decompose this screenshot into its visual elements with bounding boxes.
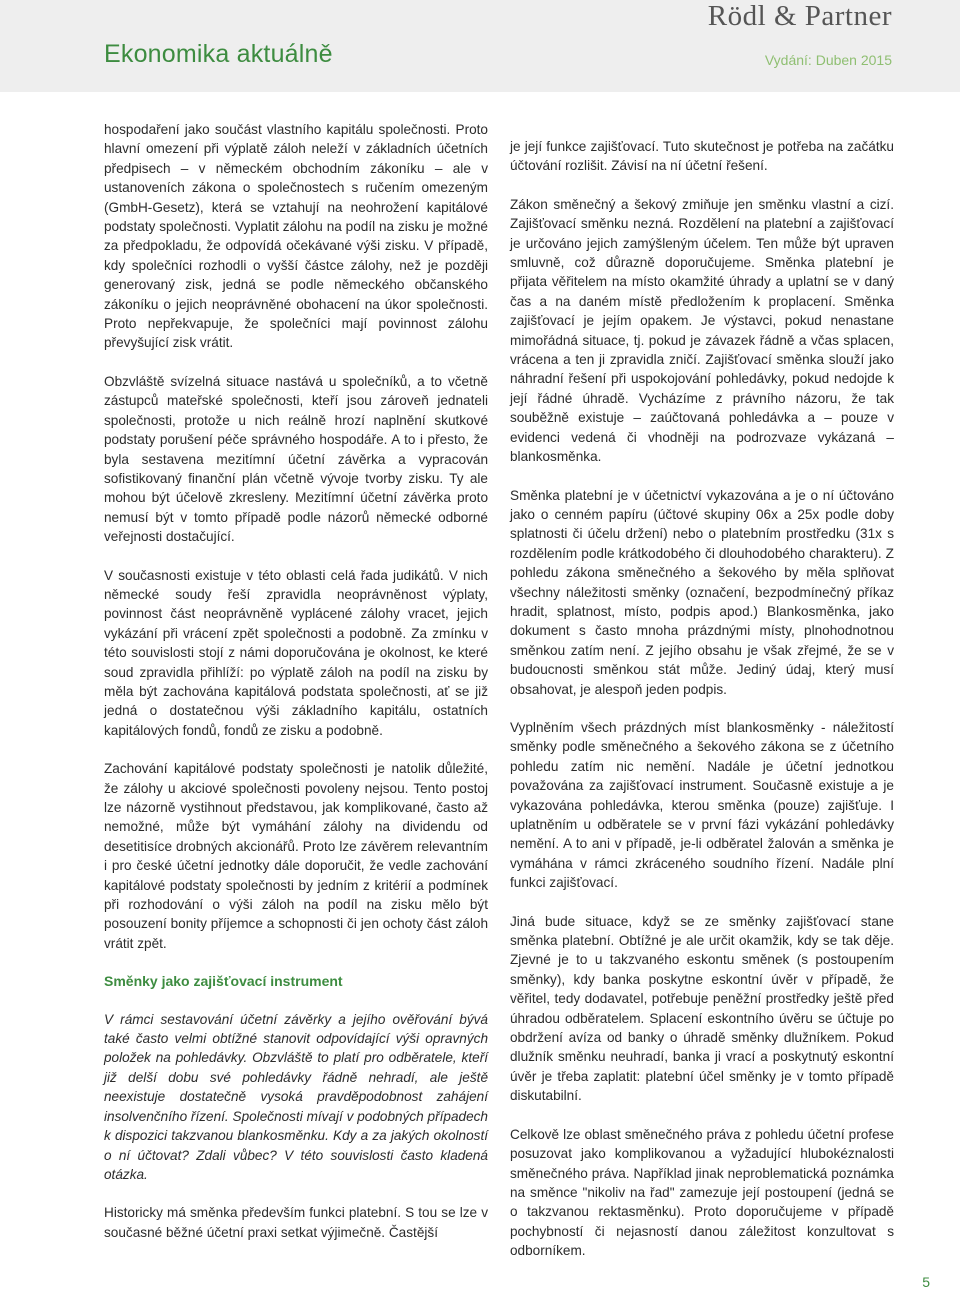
paragraph: Obzvláště svízelná situace nastává u společníků, a to včetně zástupců mateřské společnosti, kteří jsou zároveň jednateli společnosti, protože u nich reálně hrozí naplnění skutkové podstaty porušení péče správného hospodáře. A to i přesto, že byla sestavena mezitímní účetní závěrka a vypracován sofistikovaný finanční plán včetně vývoje tvorby zisku. Ty ale mohou být účelově zkresleny. Mezitímní účetní závěrka proto nemusí být v tomto případě podle názorů německé odborné veřejnosti dostačující. (104, 373, 488, 545)
issue-date: Vydání: Duben 2015 (764, 52, 892, 68)
page-number: 5 (922, 1274, 930, 1290)
publication-title: Ekonomika aktuálně (104, 40, 333, 68)
paragraph: je její funkce zajišťovací. Tuto skutečnost je potřeba na začátku účtování rozlišit. Závisí na ní účetní řešení. (510, 139, 894, 174)
left-column (104, 120, 488, 1261)
paragraph: hospodaření jako součást vlastního kapitálu společnosti. Proto hlavní omezení při výplatě záloh neleží v základních účetních předpisech – v německém obchodním zákoníku – ale v ustanoveních zákona o společnostech s ručením omezeným (GmbH-Gesetz), která se vztahují na neohrožení kapitálové podstaty společnosti. Vyplatit zálohu na podíl na zisku je možné za předpokladu, že odpovídá očekávané výši zisku. V případě, kdy společníci rozhodli o vyšší částce zálohy, než je později generovaný zisk, jedná se podle německého občanského zákoníku o jejich neoprávněné obohacení na úkor společnosti. Proto nepřekvapuje, že společníci mají povinnost zálohu převyšující zisk vrátit. (104, 122, 488, 351)
paragraph: Celkově lze oblast směnečného práva z pohledu účetní profese posuzovat jako komplikovanou a vyžadující hlubokéznalosti směnečného práva. Například jinak neproblematická poznámka na směnce "nikoliv na řad" zamezuje její postoupení (jedná se o takzvanou rektasměnku). Proto doporučujeme v případě pochybností či nejasností danou záležitost konzultovat s odborníkem. (510, 1126, 894, 1259)
lead-paragraph: V rámci sestavování účetní závěrky a jejího ověřování bývá také často velmi obtížné stanovit odpovídající výši opravných položek na pohledávky. Obzvláště to platí pro odběratele, kteří již delší dobu své pohledávky řádně nehradí, ale ještě neexistuje dostatečně vysoká pravděpodobnost zahájení insolvenčního řízení. Společnosti mívají v podobných případech k dispozici takzvanou blankosměnku. Kdy a za jakých okolností o ní účtovat? Zdali vůbec? V této souvislosti často kladená otázka. (104, 1011, 488, 1182)
paragraph: Vyplněním všech prázdných míst blankosměnky - náležitostí směnky podle směnečného a šekového zákona se z účetního pohledu zatím nic nemění. Nadále je účetní jednotkou považována za zajišťovací instrument. Současně existuje a je vykazována pohledávka, kterou směnka (pouze) zajišťuje. I uplatněním u odběratele se v první fázi vykázání pohledávky nemění. A to ani v případě, je-li odběratel žalován a směnka je vymáhána v rámci zkráceného soudního řízení. Nadále plní funkci zajišťovací. (510, 719, 894, 891)
paragraph: Jiná bude situace, když se ze směnky zajišťovací stane směnka platební. Obtížné je ale určit okamžik, kdy se tak děje. Zjevné je to u takzvaného eskontu směnek (s postoupením směnky), kdy banka poskytne eskontní úvěr v případě, že věřitel, tedy dodavatel, potřebuje peněžní prostředky ještě před úhradou odběratelem. Splacení eskontního úvěru se účtuje po obdržení avíza od banky o úhradě směnky dlužníkem. Pokud dlužník směnku neuhradí, banka ji vrací a poskytnutý eskontní úvěr je třeba zaplatit: platební účel směnky je v tomto případě diskutabilní. (510, 913, 894, 1104)
brand-logo-text: Rödl & Partner (707, 0, 892, 32)
page-header (0, 0, 960, 92)
section-heading: Směnky jako zajišťovací instrument (104, 973, 343, 990)
paragraph: V současnosti existuje v této oblasti celá řada judikátů. V nich německé soudy řeší zpravidla neoprávněnost výplaty, povinnost část neoprávněně vyplácené zálohy vracet, jejich vykázání při vrácení zpět společnosti a podobně. Za zmínku v této souvislosti stojí z námi doporučována je okolnost, ke které soud zpravidla přihlíží: po výplatě záloh na podíl na zisku by měla být zachována kapitálová podstata společnosti, ať se již jedná o dostatečnou výši základního kapitálu, ostatních kapitálových fondů, fondů ze zisku a podobně. (104, 567, 488, 738)
paragraph: Směnka platební je v účetnictví vykazována a je o ní účtováno jako o cenném papíru (účtové skupiny 06x a 25x podle doby splatnosti či účelu držení) nebo o platebním prostředku (31x s rozdělením podle krátkodobého či dlouhodobého charakteru). Z pohledu zákona směnečného a šekového by měla splňovat všechny náležitosti směnky (označení, bezpodmínečný příkaz hradit, splatnost, místo, podpis apod.) Blankosměnka, jako dokument s často mnoha prázdnými místy, plnohodnotnou směnkou zatím není. Z jejího obsahu je však zřejmé, že se v budoucnosti směnkou stát může. Jediný údaj, který musí obsahovat, je alespoň jeden podpis. (510, 487, 894, 697)
paragraph: Zachování kapitálové podstaty společnosti je natolik důležité, že zálohy u akciové společnosti povoleny nejsou. Tento postoj lze názorně vystihnout představou, jak komplikované, často až nemožné, může být vymáhání zálohy na dividendu od desetitisíce drobných akcionářů. Proto lze závěrem relevantním i pro české účetní jednotky dále doporučit, že vedle zachování kapitálové podstaty společnosti by jedním z kritérií a podmínek při rozhodování o výši záloh na podíl na zisku mělo být posouzení bonity příjemce a schopnosti či jen ochoty část záloh vrátit zpět. (104, 761, 488, 951)
paragraph: Historicky má směnka především funkci platební. S tou se lze v současné běžné účetní praxi setkat výjimečně. Častější (104, 1205, 488, 1240)
paragraph: Zákon směnečný a šekový zmiňuje jen směnku vlastní a cizí. Zajišťovací směnku nezná. Rozdělení na platební a zajišťovací je určováno jejich zamýšleným účelem. Ten může být upraven smluvně, což důrazně doporučujeme. Směnka platební je přijata věřitelem na místo okamžité úhrady a uplatní se v daný čas a na daném místě předložením k proplacení. Směnka zajišťovací je jejím opakem. Je výstavci, pokud nenastane mimořádná situace, tj. pokud je závazek řádně a včas splacen, vrácena a ten ji zpravidla zničí. Zajišťovací směnka slouží jako náhradní řešení při uspokojování pohledávky, pokud nedojde k její řádné úhradě. Vycházíme z právního názoru, že tak souběžně existuje – zaúčtovaná pohledávka a – pouze v evidenci vedená či vhodněji na podrozvaze vykázaná – blankosměnka. (510, 196, 894, 465)
right-column (510, 137, 894, 1280)
